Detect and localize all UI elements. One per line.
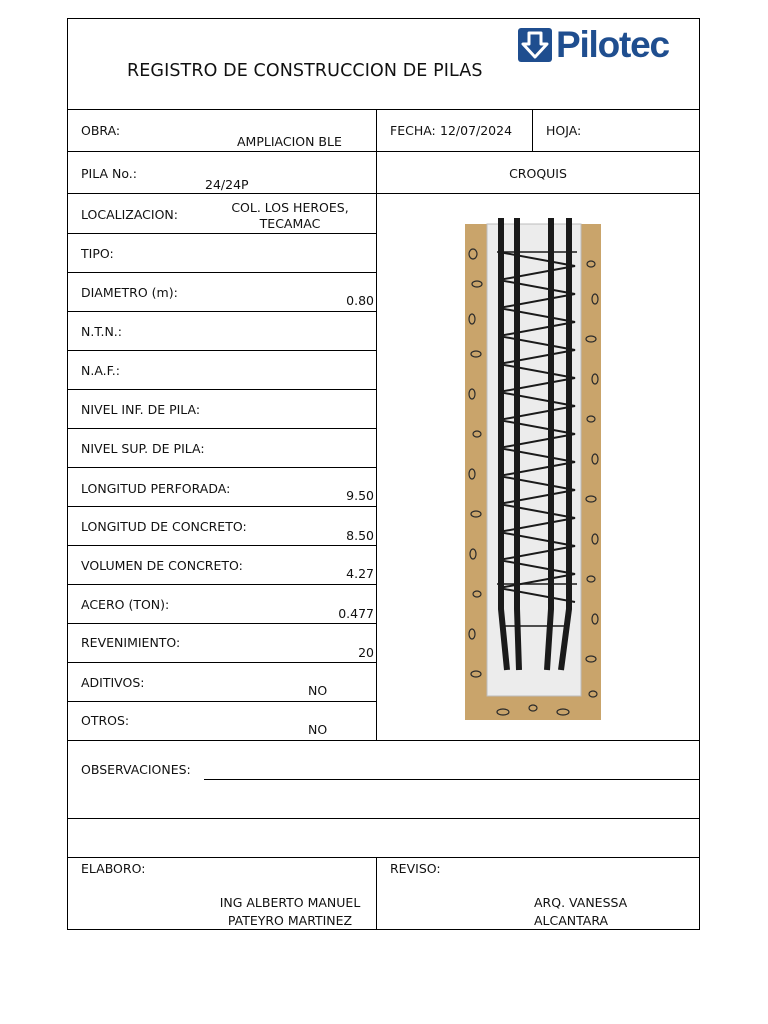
otros-label: OTROS:	[81, 713, 130, 728]
obra-label: OBRA:	[81, 123, 121, 138]
column-divider	[376, 109, 377, 740]
acero-value: 0.477	[338, 606, 374, 621]
row-divider	[67, 545, 376, 546]
nivel-inf-label: NIVEL INF. DE PILA:	[81, 402, 201, 417]
fecha-label: FECHA:	[390, 123, 436, 138]
elaboro-label: ELABORO:	[81, 861, 146, 876]
row-divider	[67, 193, 700, 194]
page-title: REGISTRO DE CONSTRUCCION DE PILAS	[127, 61, 483, 81]
diametro-value: 0.80	[346, 293, 374, 308]
vol-concreto-label: VOLUMEN DE CONCRETO:	[81, 558, 243, 573]
row-divider	[67, 467, 376, 468]
croquis-label: CROQUIS	[509, 166, 567, 181]
observaciones-label: OBSERVACIONES:	[81, 762, 191, 777]
row-divider	[67, 818, 700, 819]
logo-arrow-icon	[518, 28, 552, 62]
hoja-label: HOJA:	[546, 123, 582, 138]
row-divider	[67, 701, 376, 702]
pila-label: PILA No.:	[81, 166, 137, 181]
row-divider	[67, 109, 700, 110]
row-divider	[67, 506, 376, 507]
row-divider	[67, 428, 376, 429]
pile-sketch	[463, 214, 603, 722]
long-concreto-label: LONGITUD DE CONCRETO:	[81, 519, 247, 534]
row-divider	[67, 662, 376, 663]
logo-text: Pilotec	[556, 24, 669, 65]
row-divider	[67, 740, 700, 741]
reviso-line1: ARQ. VANESSA	[534, 895, 628, 910]
row-divider	[67, 857, 700, 858]
elaboro-line2: PATEYRO MARTINEZ	[227, 913, 353, 928]
revenimiento-value: 20	[358, 645, 374, 660]
row-divider	[67, 350, 376, 351]
tipo-label: TIPO:	[81, 246, 114, 261]
vol-concreto-value: 4.27	[346, 566, 374, 581]
row-divider	[67, 151, 700, 152]
localizacion-label: LOCALIZACION:	[81, 207, 178, 222]
pilotec-logo	[518, 24, 698, 68]
long-concreto-value: 8.50	[346, 528, 374, 543]
otros-value: NO	[308, 722, 328, 737]
acero-label: ACERO (TON):	[81, 597, 170, 612]
elaboro-line1: ING ALBERTO MANUEL	[219, 895, 361, 910]
reviso-line2: ALCANTARA	[534, 913, 609, 928]
diametro-label: DIAMETRO (m):	[81, 285, 178, 300]
row-divider	[67, 584, 376, 585]
pile-sketch-svg	[463, 214, 603, 722]
fecha-value: 12/07/2024	[440, 123, 513, 138]
long-perforada-value: 9.50	[346, 488, 374, 503]
naf-label: N.A.F.:	[81, 363, 120, 378]
pila-value: 24/24P	[205, 177, 249, 192]
aditivos-value: NO	[308, 683, 328, 698]
row-divider	[67, 233, 376, 234]
row-divider	[67, 272, 376, 273]
row-divider	[67, 311, 376, 312]
long-perforada-label: LONGITUD PERFORADA:	[81, 481, 231, 496]
aditivos-label: ADITIVOS:	[81, 675, 145, 690]
observaciones-line	[204, 779, 700, 780]
column-divider	[532, 109, 533, 151]
localizacion-line2: TECAMAC	[259, 216, 321, 231]
revenimiento-label: REVENIMIENTO:	[81, 635, 181, 650]
form-frame	[67, 18, 700, 930]
obra-value: AMPLIACION BLE	[237, 134, 342, 149]
row-divider	[67, 389, 376, 390]
row-divider	[67, 623, 376, 624]
localizacion-line1: COL. LOS HEROES,	[231, 200, 349, 215]
reviso-label: REVISO:	[390, 861, 441, 876]
ntn-label: N.T.N.:	[81, 324, 122, 339]
nivel-sup-label: NIVEL SUP. DE PILA:	[81, 441, 205, 456]
